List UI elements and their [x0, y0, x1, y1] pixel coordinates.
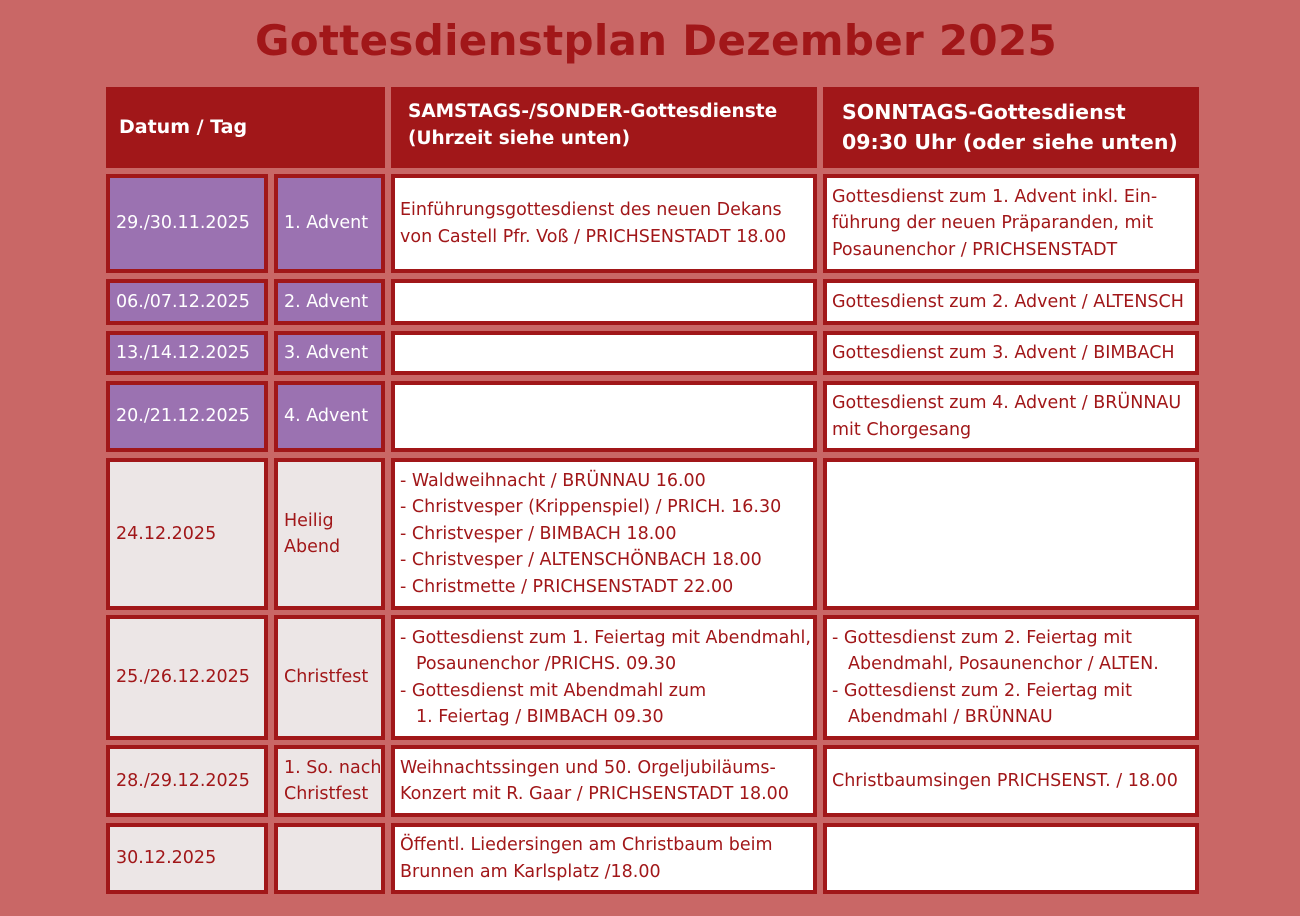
date-text: 20./21.12.2025 — [116, 406, 250, 427]
sunday-service-line: Gottesdienst zum 4. Advent / BRÜNNAU — [832, 393, 1182, 413]
saturday-service-line: - Christvesper / BIMBACH 18.00 — [400, 523, 677, 544]
header-sunday-line: 09:30 Uhr (oder siehe unten) — [842, 129, 1178, 154]
cell-sunday — [823, 458, 1199, 610]
cell-saturday — [391, 823, 817, 894]
sunday-service-line: mit Chorgesang — [832, 419, 972, 440]
sunday-service-line: Christbaumsingen PRICHSENST. / 18.00 — [832, 770, 1178, 791]
header-saturday — [391, 87, 817, 168]
sunday-service-line: Abendmahl / BRÜNNAU — [848, 707, 1053, 727]
cell-saturday — [391, 331, 817, 375]
saturday-service-line: Einführungsgottesdienst des neuen Dekans — [400, 200, 782, 220]
sunday-service-line: Posaunenchor / PRICHSENSTADT — [832, 239, 1118, 260]
cell-date — [106, 615, 268, 740]
saturday-service-line: Brunnen am Karlsplatz /18.00 — [400, 861, 661, 882]
header-sunday — [823, 87, 1199, 168]
sunday-service-line: - Gottesdienst zum 2. Feiertag mit — [832, 680, 1132, 701]
header-saturday-line: SAMSTAGS-/SONDER-Gottesdienste — [408, 101, 778, 122]
saturday-service-line: - Christvesper (Krippenspiel) / PRICH. 16.30 — [400, 497, 782, 518]
date-text: 25./26.12.2025 — [116, 667, 250, 688]
cell-sunday — [823, 615, 1199, 740]
page-title: Gottesdienstplan Dezember 2025 — [254, 16, 1058, 65]
day-text: Heilig — [284, 510, 334, 531]
cell-saturday — [391, 745, 817, 817]
header-date — [106, 87, 385, 168]
sunday-service-line: führung der neuen Präparanden, mit — [832, 213, 1154, 234]
saturday-service-line: - Gottesdienst zum 1. Feiertag mit Abendmahl, — [400, 627, 811, 648]
cell-day — [274, 823, 385, 894]
cell-saturday — [391, 381, 817, 452]
cell-date — [106, 174, 268, 273]
saturday-service-line: Öffentl. Liedersingen am Christbaum beim — [400, 835, 773, 855]
cell-day — [274, 615, 385, 740]
saturday-service-line: 1. Feiertag / BIMBACH 09.30 — [416, 707, 664, 727]
saturday-service-line: - Christvesper / ALTENSCHÖNBACH 18.00 — [400, 550, 762, 571]
header-date-label: Datum / Tag — [119, 115, 248, 138]
saturday-service-line: - Christmette / PRICHSENSTADT 22.00 — [400, 576, 734, 597]
day-text: 1. So. nach — [284, 757, 382, 778]
cell-saturday — [391, 615, 817, 740]
cell-date — [106, 745, 268, 817]
day-text: Christfest — [284, 667, 369, 688]
saturday-service-line: - Gottesdienst mit Abendmahl zum — [400, 680, 707, 701]
sunday-service-line: - Gottesdienst zum 2. Feiertag mit — [832, 627, 1132, 648]
day-text: 3. Advent — [284, 342, 369, 363]
date-text: 29./30.11.2025 — [116, 213, 250, 234]
cell-day — [274, 279, 385, 325]
day-text: 2. Advent — [284, 291, 369, 312]
day-text: Christfest — [284, 784, 369, 804]
cell-sunday — [823, 745, 1199, 817]
cell-sunday — [823, 823, 1199, 894]
cell-date — [106, 381, 268, 452]
sunday-service-line: Gottesdienst zum 1. Advent inkl. Ein- — [832, 186, 1158, 207]
cell-sunday — [823, 279, 1199, 325]
saturday-service-line: - Waldweihnacht / BRÜNNAU 16.00 — [400, 470, 706, 491]
date-text: 13./14.12.2025 — [116, 342, 250, 363]
date-text: 28./29.12.2025 — [116, 770, 250, 791]
cell-date — [106, 458, 268, 610]
day-text: Abend — [284, 537, 341, 557]
cell-date — [106, 279, 268, 325]
sunday-service-line: Gottesdienst zum 3. Advent / BIMBACH — [832, 342, 1175, 363]
date-text: 24.12.2025 — [116, 523, 217, 544]
sunday-service-line: Gottesdienst zum 2. Advent / ALTENSCH — [832, 291, 1184, 312]
cell-saturday — [391, 174, 817, 273]
date-text: 30.12.2025 — [116, 848, 217, 869]
saturday-service-line: Weihnachtssingen und 50. Orgeljubiläums- — [400, 757, 776, 778]
date-text: 06./07.12.2025 — [116, 291, 250, 312]
saturday-service-line: Konzert mit R. Gaar / PRICHSENSTADT 18.00 — [400, 784, 789, 804]
saturday-service-line: Posaunenchor /PRICHS. 09.30 — [416, 654, 677, 674]
cell-date — [106, 331, 268, 375]
cell-sunday — [823, 174, 1199, 273]
cell-date — [106, 823, 268, 894]
saturday-service-line: von Castell Pfr. Voß / PRICHSENSTADT 18.00 — [400, 226, 787, 247]
cell-day — [274, 331, 385, 375]
cell-saturday — [391, 279, 817, 325]
cell-saturday — [391, 458, 817, 610]
header-sunday-line: SONNTAGS-Gottesdienst — [842, 100, 1126, 124]
header-saturday-line: (Uhrzeit siehe unten) — [408, 127, 631, 149]
cell-sunday — [823, 381, 1199, 452]
cell-day — [274, 174, 385, 273]
cell-sunday — [823, 331, 1199, 375]
cell-day — [274, 745, 385, 817]
sunday-service-line: Abendmahl, Posaunenchor / ALTEN. — [848, 654, 1159, 674]
day-text: 1. Advent — [284, 213, 369, 234]
cell-day — [274, 458, 385, 610]
cell-day — [274, 381, 385, 452]
day-text: 4. Advent — [284, 406, 369, 427]
